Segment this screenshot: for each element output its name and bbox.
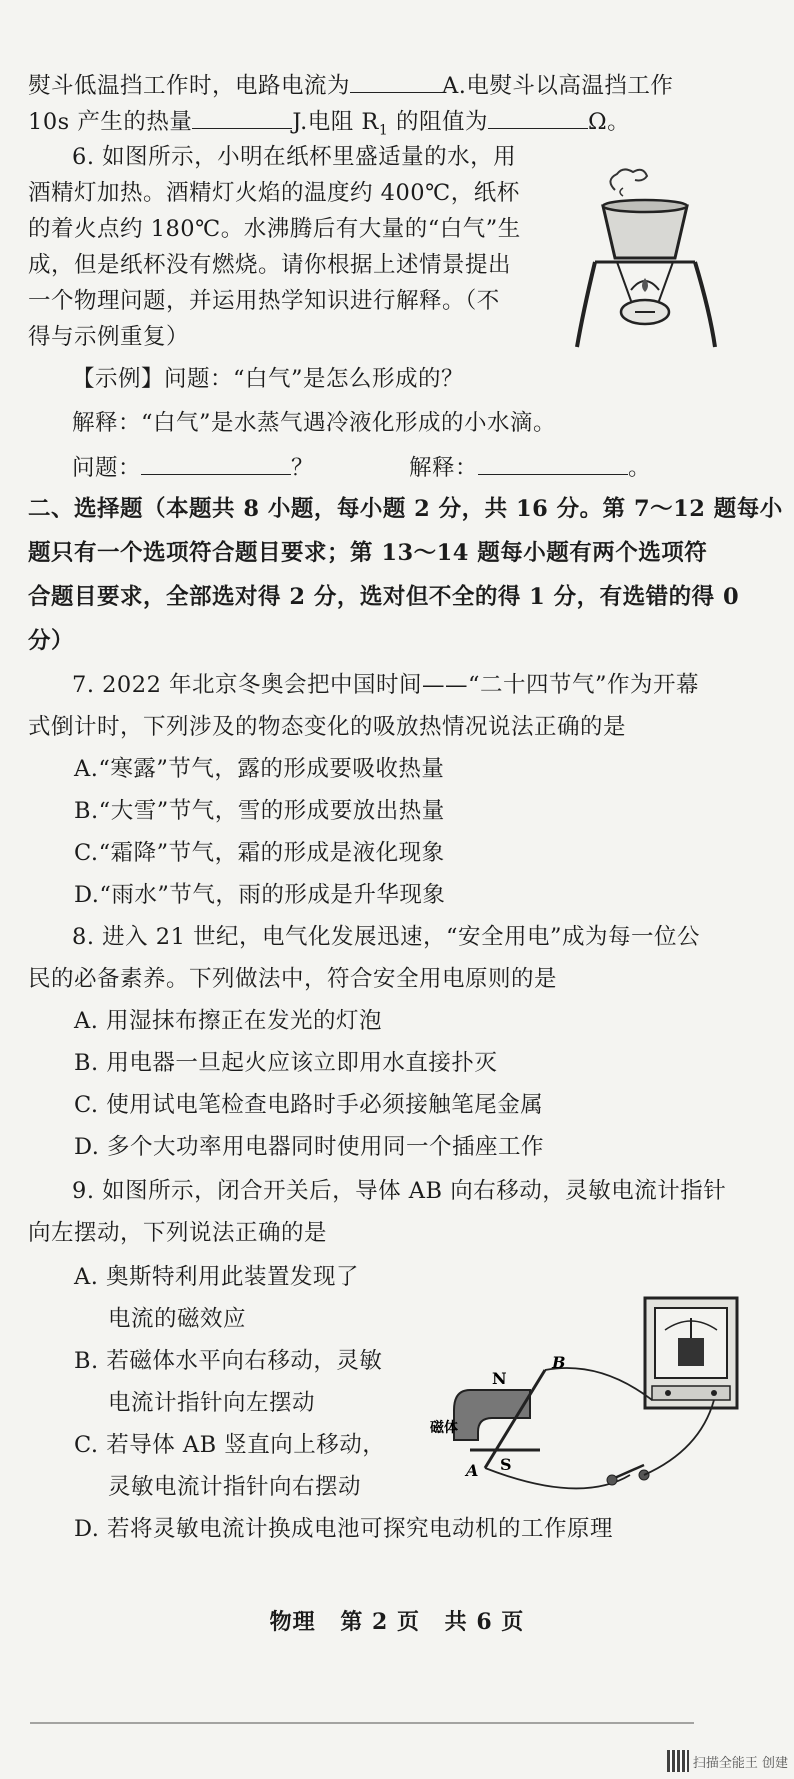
q6-example-question: 【示例】问题：“白气”是怎么形成的？ [72,366,465,392]
q8-option-c[interactable]: C. 使用试电笔检查电路时手必须接触笔尾金属 [74,1092,544,1118]
q5-line-1 [28,70,754,101]
scanner-watermark [667,1750,788,1772]
q9-stem: 向左摆动，下列说法正确的是 [28,1220,328,1246]
paper-cup-heating-figure [575,162,750,352]
electromagnetic-induction-figure [430,1290,750,1490]
magnet-label: 磁体 [430,1420,458,1436]
q9-option-c[interactable]: C. 若导体 AB 竖直向上移动， [74,1432,386,1458]
q9-option-d[interactable]: D. 若将灵敏电流计换成电池可探究电动机的工作原理 [74,1516,614,1542]
question-blank[interactable] [141,452,291,475]
q8-stem: 8. 进入 21 世纪，电气化发展迅速，“安全用电”成为每一位公 [72,924,701,950]
q5-text-b: A.电熨斗以高温挡工作 [442,73,674,99]
q5-text-e: 的阻值为 [388,109,488,135]
qr-code-icon [667,1750,689,1772]
answer-blank[interactable] [350,70,442,93]
q6-answer-row [72,452,754,483]
q7-stem: 7. 2022 年北京冬奥会把中国时间——“二十四节气”作为开幕 [72,672,700,698]
section-heading: 合题目要求，全部选对得 2 分，选对但不全的得 1 分，有选错的得 0 [28,584,740,610]
q7-option-b[interactable]: B.“大雪”节气，雪的形成要放出热量 [74,798,445,824]
footer-page-number: 第 2 页 [340,1609,420,1635]
south-pole-label: S [500,1455,512,1474]
q5-text-f: Ω。 [587,109,631,135]
q6-line: 成，但是纸杯没有燃烧。请你根据上述情景提出 [28,252,512,278]
page-footer [0,1605,794,1636]
q5-text-d: J.电阻 R [292,109,379,135]
footer-subject: 物理 [269,1609,316,1635]
q9-option-b[interactable]: B. 若磁体水平向右移动，灵敏 [74,1348,383,1374]
q6-example-answer: 解释：“白气”是水蒸气遇冷液化形成的小水滴。 [72,410,557,436]
q8-option-b[interactable]: B. 用电器一旦起火应该立即用水直接扑灭 [74,1050,498,1076]
q6-line: 的着火点约 180℃。水沸腾后有大量的“白气”生 [28,216,521,242]
point-b-label: B [552,1353,566,1372]
q6-line: 得与示例重复） [28,324,190,350]
q6-line: 酒精灯加热。酒精灯火焰的温度约 400℃，纸杯 [28,180,520,206]
bottom-rule [30,1722,694,1724]
q8-option-d[interactable]: D. 多个大功率用电器同时使用同一个插座工作 [74,1134,545,1160]
point-a-label: A [466,1461,479,1480]
q7-option-a[interactable]: A.“寒露”节气，露的形成要吸收热量 [74,756,445,782]
section-heading: 分） [28,628,75,654]
q9-option-a[interactable]: A. 奥斯特利用此装置发现了 [74,1264,360,1290]
period: 。 [628,455,652,481]
q7-option-d[interactable]: D.“雨水”节气，雨的形成是升华现象 [74,882,446,908]
watermark-text: 扫描全能王 创建 [692,1755,788,1771]
footer-total-pages: 共 6 页 [444,1609,525,1635]
explain-blank[interactable] [478,452,628,475]
answer-blank[interactable] [192,106,292,129]
q6-line: 6. 如图所示，小明在纸杯里盛适量的水，用 [72,144,517,170]
question-mark: ？ [291,455,315,481]
q6-line: 一个物理问题，并运用热学知识进行解释。（不 [28,288,500,314]
subscript: 1 [378,122,389,139]
question-label: 问题： [72,455,142,481]
section-heading: 题只有一个选项符合题目要求；第 13～14 题每小题有两个选项符 [28,540,708,566]
q7-option-c[interactable]: C.“霜降”节气，霜的形成是液化现象 [74,840,445,866]
q9-stem: 9. 如图所示，闭合开关后，导体 AB 向右移动，灵敏电流计指针 [72,1178,727,1204]
q8-option-a[interactable]: A. 用湿抹布擦正在发光的灯泡 [74,1008,383,1034]
q8-stem: 民的必备素养。下列做法中，符合安全用电原则的是 [28,966,558,992]
section-heading: 二、选择题（本题共 8 小题，每小题 2 分，共 16 分。第 7～12 题每小 [28,496,783,522]
q5-text-a: 熨斗低温挡工作时，电路电流为 [28,73,351,99]
q7-stem: 式倒计时，下列涉及的物态变化的吸放热情况说法正确的是 [28,714,627,740]
answer-blank[interactable] [488,106,588,129]
q9-option-a-cont: 电流的磁效应 [108,1306,247,1332]
q5-line-2 [28,106,754,146]
q9-option-b-cont: 电流计指针向左摆动 [108,1390,316,1416]
explain-label: 解释： [409,455,479,481]
q9-option-c-cont: 灵敏电流计指针向右摆动 [108,1474,362,1500]
north-pole-label: N [492,1369,507,1388]
q5-text-c: 10s 产生的热量 [28,109,193,135]
